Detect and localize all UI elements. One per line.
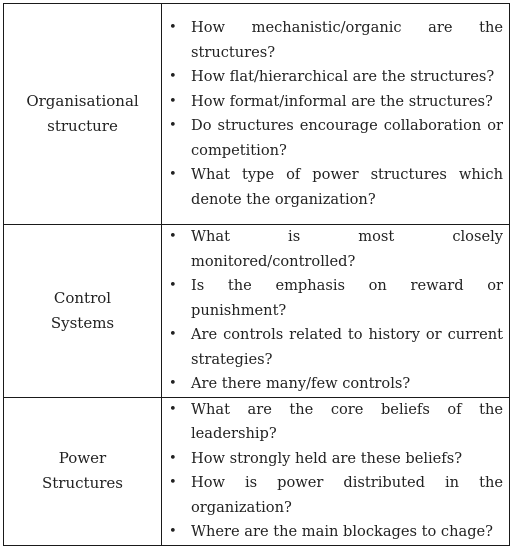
list-item [162, 471, 503, 520]
bullet-icon: • [169, 118, 177, 133]
list-item-text: What are the core beliefs of the leadership? [191, 400, 503, 442]
bullet-icon: • [169, 401, 177, 417]
bullet-icon: • [169, 20, 177, 35]
bullet-icon: • [169, 376, 177, 391]
row-items-cell [162, 397, 510, 545]
bullet-icon: • [169, 167, 177, 182]
row-label-cell [4, 225, 162, 398]
list-item [162, 520, 503, 545]
list-item [162, 114, 503, 163]
bullet-icon: • [169, 278, 177, 293]
list-item [162, 274, 503, 323]
list-item [162, 90, 503, 115]
list-item-text: What is most closely monitored/controlled? [191, 228, 503, 270]
list-item-text: Are there many/few controls? [191, 375, 411, 392]
bullet-icon: • [169, 450, 177, 466]
list-item [162, 16, 503, 65]
table-row [4, 397, 510, 545]
list-item-text: Are controls related to history or current strategies? [191, 326, 503, 368]
bullet-list [162, 225, 503, 397]
row-label-cell [4, 4, 162, 225]
list-item [162, 323, 503, 372]
list-item [162, 372, 503, 397]
bullet-icon: • [169, 93, 177, 109]
list-item [162, 447, 503, 472]
bullet-list [162, 398, 503, 545]
row-label-cell [4, 397, 162, 545]
list-item [162, 398, 503, 447]
list-item [162, 225, 503, 274]
bullet-icon: • [169, 229, 177, 244]
bullet-icon: • [169, 475, 177, 490]
table-row [4, 4, 510, 225]
bullet-icon: • [169, 327, 177, 342]
list-item [162, 163, 503, 212]
row-label: Power Structures [42, 449, 123, 492]
row-items-cell [162, 225, 510, 398]
list-item-text: Is the emphasis on reward or punishment? [191, 277, 503, 319]
row-label: Control Systems [50, 288, 115, 332]
list-item-text: How is power distributed in the organization? [191, 474, 503, 516]
bullet-icon: • [169, 69, 177, 84]
row-items-cell [162, 4, 510, 225]
structures-table [3, 3, 510, 546]
list-item-text: Do structures encourage collaboration or competition? [191, 117, 503, 159]
list-item-text: How mechanistic/organic are the structures? [191, 19, 503, 61]
row-label: Organisational structure [26, 92, 139, 135]
list-item-text: What type of power structures which denote the organization? [191, 166, 503, 208]
list-item [162, 65, 503, 90]
bullet-list [162, 16, 503, 212]
list-item-text: Where are the main blockages to chage? [191, 523, 494, 540]
table-row [4, 225, 510, 398]
bullet-icon: • [169, 524, 177, 539]
list-item-text: How flat/hierarchical are the structures? [191, 68, 495, 85]
list-item-text: How format/informal are the structures? [191, 92, 493, 110]
list-item-text: How strongly held are these beliefs? [191, 449, 463, 467]
